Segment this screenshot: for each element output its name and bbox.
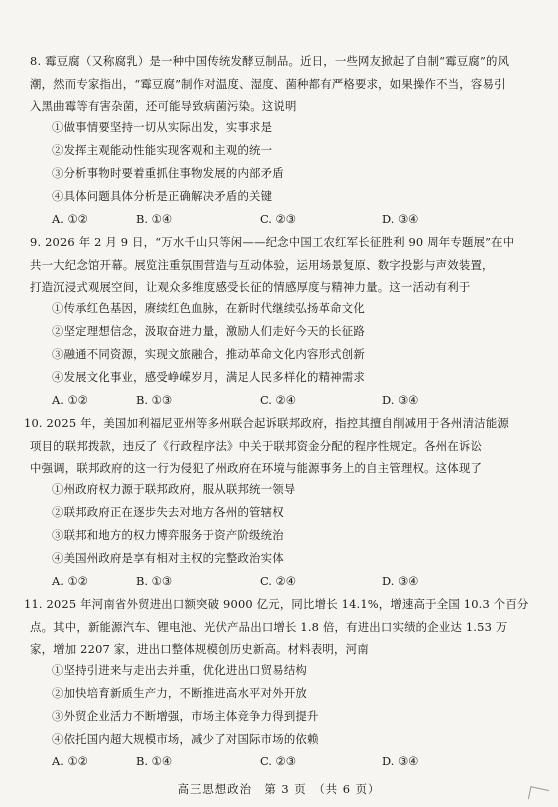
stem-line: 11. 2025 年河南省外贸进出口额突破 9000 亿元，同比增长 14.1%，增速高于全国 10.3 个百分 <box>24 597 529 611</box>
choice-c: C. ②③ <box>260 212 296 226</box>
stem-line: 10. 2025 年，美国加利福尼亚州等多州联合起诉联邦政府，指控其擅自削减用于各州清洁能源 <box>24 416 509 430</box>
choice-a: A. ①② <box>52 212 88 226</box>
question-8-option-4: ④具体问题具体分析是正确解决矛盾的关键 <box>52 189 273 203</box>
question-8-option-1: ①做事情要坚持一切从实际出发，实事求是 <box>52 120 273 134</box>
question-10-choices <box>52 570 532 592</box>
stem-line: 潮，然而专家指出，“霉豆腐”制作对温度、湿度、菌种都有严格要求，如果操作不当，容易引 <box>30 76 506 91</box>
stem-line: 入黑曲霉等有害杂菌，还可能导致病菌污染。这说明 <box>30 99 297 113</box>
choice-a: A. ①② <box>52 574 88 588</box>
choice-b: B. ①④ <box>136 212 173 226</box>
question-11-option-1: ①坚持引进来与走出去并重，优化进出口贸易结构 <box>52 663 307 677</box>
question-11-option-3: ③外贸企业活力不断增强，市场主体竞争力得到提升 <box>52 709 319 723</box>
choice-c: C. ②④ <box>260 393 296 407</box>
question-11-choices <box>52 750 532 772</box>
stem-line: 点。其中，新能源汽车、锂电池、光伏产品出口增长 1.8 倍，有进出口实绩的企业达 1.53 万 <box>30 619 508 634</box>
stem-line: 项目的联邦拨款，违反了《行政程序法》中关于联邦资金分配的程序性规定。各州在诉讼 <box>30 438 483 453</box>
choice-d: D. ③④ <box>382 212 419 226</box>
question-8-option-3: ③分析事物时要着重抓住事物发展的内部矛盾 <box>52 166 284 180</box>
choice-d: D. ③④ <box>382 754 419 768</box>
question-10-stem <box>24 412 524 480</box>
stem-line: 家，增加 2207 家，进出口整体规模创历史新高。材料表明，河南 <box>30 642 369 656</box>
stem-line: 8. 霉豆腐（又称腐乳）是一种中国传统发酵豆制品。近日，一些网友掀起了自制“霉豆腐”的风 <box>30 54 510 68</box>
choice-b: B. ①③ <box>136 574 173 588</box>
question-8-choices <box>52 208 532 230</box>
choice-a: A. ①② <box>52 754 88 768</box>
question-11-stem <box>24 593 529 661</box>
question-10-option-2: ②联邦政府正在逐步失去对地方各州的管辖权 <box>52 505 284 519</box>
question-11-option-4: ④依托国内超大规模市场，减少了对国际市场的依赖 <box>52 732 319 746</box>
question-10-option-3: ③联邦和地方的权力博弈服务于资产阶级统治 <box>52 528 284 542</box>
corner-fold-mark <box>528 786 549 803</box>
choice-b: B. ①④ <box>136 754 173 768</box>
question-9-option-3: ③融通不同资源，实现文旅融合，推动革命文化内容形式创新 <box>52 347 365 361</box>
stem-line: 9. 2026 年 2 月 9 日，“万水千山只等闲——纪念中国工农红军长征胜利 90 周年专题展”在中 <box>30 235 515 249</box>
page-footer: 高三思想政治 第 3 页 （共 6 页） <box>177 782 381 796</box>
question-10-option-4: ④美国州政府是享有相对主权的完整政治实体 <box>52 551 284 565</box>
question-9-choices <box>52 389 532 411</box>
stem-line: 共一大纪念馆开幕。展览注重氛围营造与互动体验，运用场景复原、数字投影与声效装置， <box>30 257 494 272</box>
stem-line: 中强调，联邦政府的这一行为侵犯了州政府在环境与能源事务上的自主管理权。这体现了 <box>30 461 483 475</box>
stem-line: 打造沉浸式观展空间，让观众多维度感受长征的情感厚度与精神力量。这一活动有利于 <box>30 280 471 294</box>
question-9-option-1: ①传承红色基因，赓续红色血脉，在新时代继续弘扬革命文化 <box>52 301 365 315</box>
choice-b: B. ①③ <box>136 393 173 407</box>
choice-d: D. ③④ <box>382 393 419 407</box>
choice-c: C. ②④ <box>260 574 296 588</box>
question-8-option-2: ②发挥主观能动性能实现客观和主观的统一 <box>52 143 273 157</box>
question-11-option-2: ②加快培育新质生产力，不断推进高水平对外开放 <box>52 686 307 700</box>
question-8-stem <box>30 50 530 118</box>
choice-d: D. ③④ <box>382 574 419 588</box>
question-9-stem <box>30 231 530 299</box>
question-10-option-1: ①州政府权力源于联邦政府，服从联邦统一领导 <box>52 482 296 496</box>
choice-a: A. ①② <box>52 393 88 407</box>
choice-c: C. ②③ <box>260 754 296 768</box>
question-9-option-4: ④发展文化事业，感受峥嵘岁月，满足人民多样化的精神需求 <box>52 370 365 384</box>
question-9-option-2: ②坚定理想信念，汲取奋进力量，激励人们走好今天的长征路 <box>52 324 365 338</box>
